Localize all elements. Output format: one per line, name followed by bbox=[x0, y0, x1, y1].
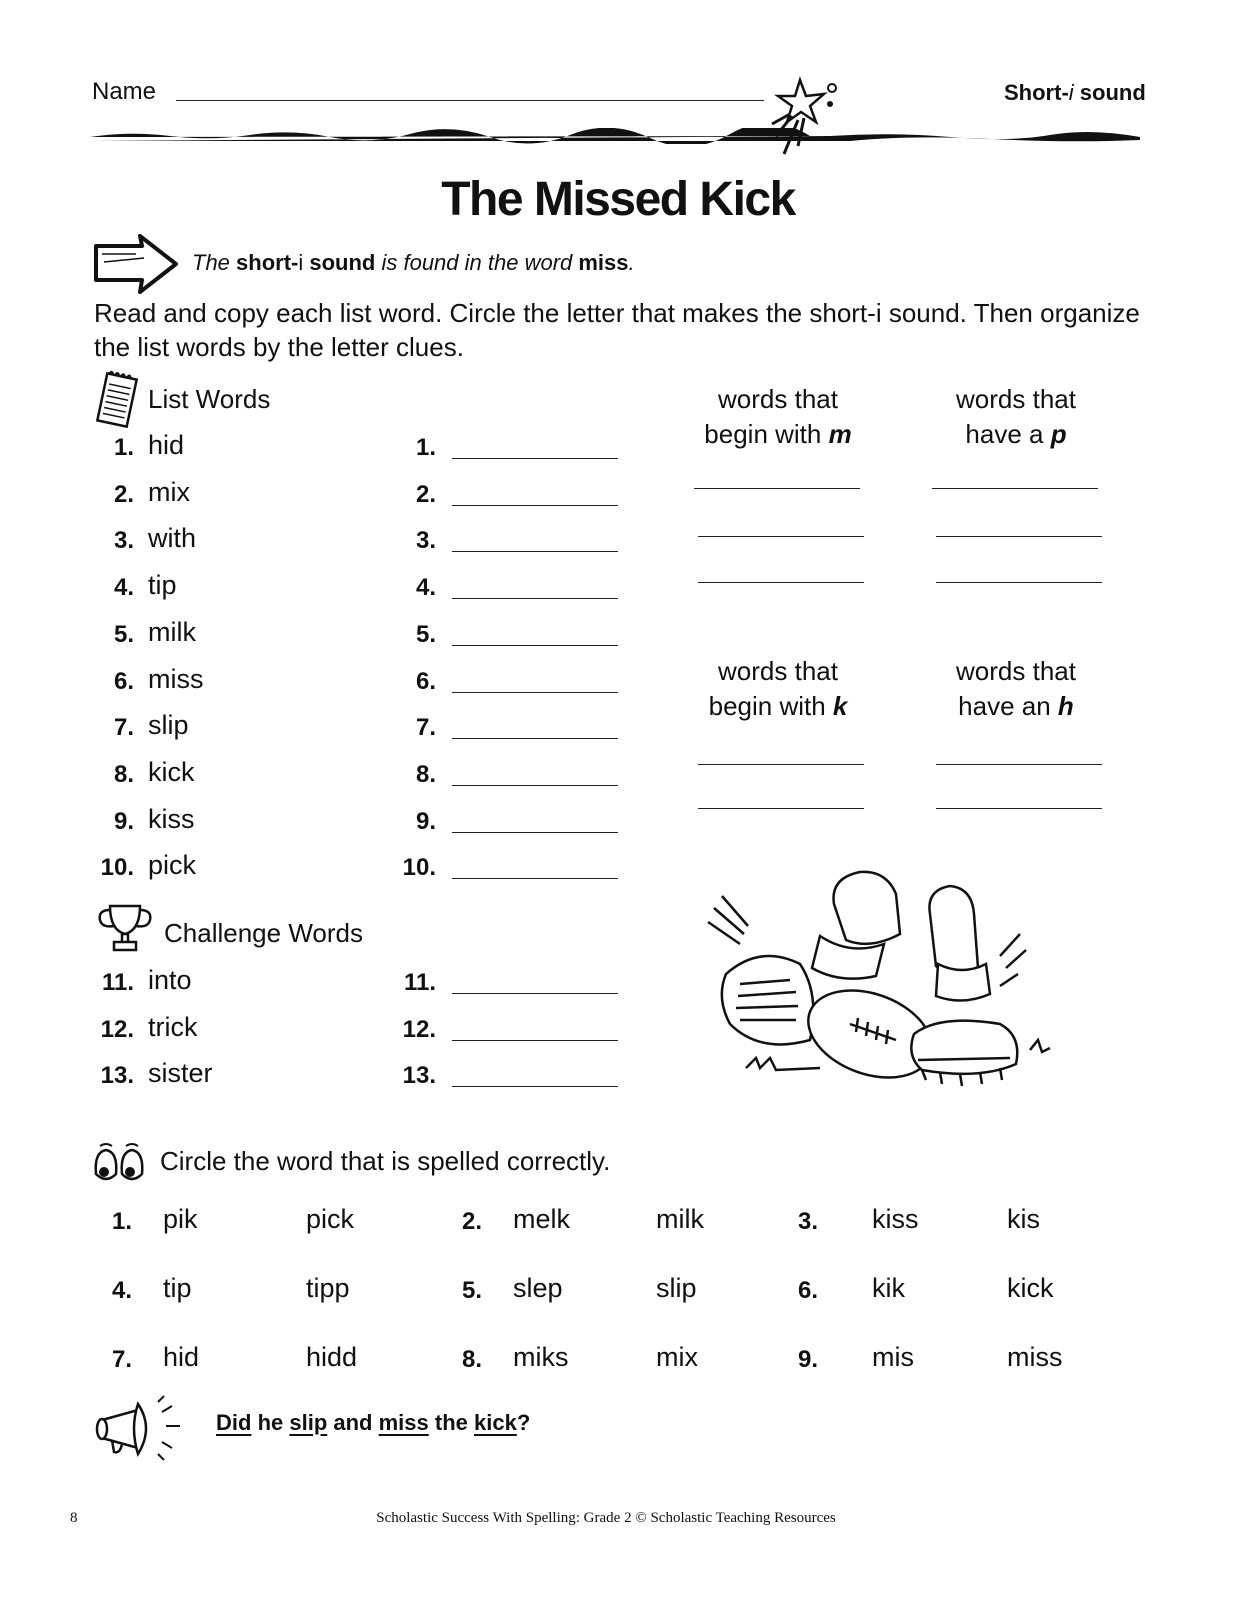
list-word: trick bbox=[148, 1011, 198, 1042]
spelling-choice-a[interactable]: slep bbox=[513, 1273, 563, 1303]
sort-blank-m-2[interactable] bbox=[698, 536, 864, 537]
sort-blank-k-2[interactable] bbox=[698, 808, 864, 809]
spelling-choice-b[interactable]: tipp bbox=[306, 1273, 350, 1303]
copy-blank-line[interactable] bbox=[452, 458, 618, 459]
copy-number: 7. bbox=[415, 714, 436, 742]
sort-heading-m: words that begin with m bbox=[704, 384, 852, 449]
copy-blank-line[interactable] bbox=[452, 738, 618, 739]
spelling-choice-a[interactable]: tip bbox=[163, 1273, 192, 1303]
name-input-line[interactable] bbox=[176, 100, 764, 101]
spelling-item-number: 8. bbox=[461, 1346, 482, 1373]
copy-blank-line[interactable] bbox=[452, 993, 618, 994]
copy-blank-line[interactable] bbox=[452, 598, 618, 599]
copy-number: 12. bbox=[402, 1015, 436, 1043]
spelling-choice-a[interactable]: kik bbox=[872, 1273, 905, 1303]
copy-blank-line[interactable] bbox=[452, 1086, 618, 1087]
word-number: 10. bbox=[100, 854, 134, 882]
word-row bbox=[0, 1010, 640, 1050]
copy-number: 1. bbox=[415, 434, 436, 461]
page-number: 8 bbox=[70, 1510, 78, 1526]
copy-blank-line[interactable] bbox=[452, 505, 618, 506]
trophy-icon bbox=[94, 900, 156, 956]
copy-blank-line[interactable] bbox=[452, 832, 618, 833]
copy-number: 9. bbox=[415, 807, 436, 835]
spelling-choice-b[interactable]: kick bbox=[1007, 1273, 1054, 1303]
challenge-words-heading: Challenge Words bbox=[164, 918, 363, 948]
list-words-heading: List Words bbox=[148, 384, 271, 414]
spelling-choice-b[interactable]: mix bbox=[656, 1342, 698, 1372]
kick-illustration bbox=[700, 864, 1070, 1096]
spelling-choice-a[interactable]: kiss bbox=[872, 1204, 919, 1234]
copy-number: 5. bbox=[415, 620, 436, 648]
page-title: The Missed Kick bbox=[441, 173, 795, 226]
list-word: slip bbox=[148, 710, 189, 741]
sort-blank-h-2[interactable] bbox=[936, 808, 1102, 809]
list-word: with bbox=[148, 523, 197, 554]
word-row bbox=[0, 568, 640, 608]
spelling-item-number: 4. bbox=[111, 1277, 132, 1304]
copy-blank-line[interactable] bbox=[452, 1040, 618, 1041]
copy-number: 11. bbox=[403, 969, 436, 996]
spelling-choice-a[interactable]: melk bbox=[513, 1204, 571, 1234]
word-row bbox=[0, 615, 640, 655]
copy-number: 13. bbox=[402, 1062, 436, 1090]
word-number: 1. bbox=[113, 434, 134, 461]
word-number: 12. bbox=[100, 1015, 134, 1043]
arrow-icon bbox=[92, 234, 178, 298]
circle-instruction: Circle the word that is spelled correctly. bbox=[160, 1146, 611, 1176]
copy-number: 10. bbox=[402, 854, 436, 882]
spelling-choice-b[interactable]: hidd bbox=[306, 1342, 358, 1372]
word-row bbox=[0, 475, 640, 515]
copy-number: 2. bbox=[415, 480, 436, 508]
eyes-icon bbox=[92, 1140, 148, 1190]
word-number: 13. bbox=[100, 1062, 134, 1090]
spelling-item-number: 3. bbox=[797, 1208, 818, 1235]
spelling-choice-a[interactable]: mis bbox=[872, 1342, 914, 1372]
word-number: 2. bbox=[113, 480, 134, 508]
word-number: 3. bbox=[113, 527, 134, 555]
copy-blank-line[interactable] bbox=[452, 692, 618, 693]
copy-number: 6. bbox=[415, 667, 436, 695]
word-row bbox=[0, 755, 640, 795]
copy-blank-line[interactable] bbox=[452, 645, 618, 646]
notepad-icon bbox=[92, 370, 142, 430]
sort-blank-p-2[interactable] bbox=[936, 536, 1102, 537]
list-word: kiss bbox=[148, 803, 195, 834]
sort-blank-k-1[interactable] bbox=[698, 764, 864, 765]
sort-blank-p-1[interactable] bbox=[932, 488, 1098, 489]
spelling-item-number: 7. bbox=[111, 1346, 132, 1373]
sort-heading-h: words that have an h bbox=[956, 656, 1076, 721]
copy-number: 8. bbox=[415, 760, 436, 788]
word-row bbox=[0, 662, 640, 702]
word-number: 8. bbox=[113, 760, 134, 788]
spelling-item-number: 1. bbox=[111, 1208, 132, 1235]
word-number: 11. bbox=[101, 969, 134, 996]
sort-blank-p-3[interactable] bbox=[936, 582, 1102, 583]
footer-credit: Scholastic Success With Spelling: Grade 2 © Scholastic Teaching Resources bbox=[376, 1510, 836, 1526]
spelling-item-number: 6. bbox=[797, 1277, 818, 1304]
spelling-item-number: 9. bbox=[797, 1346, 818, 1373]
sort-heading-k: words that begin with k bbox=[708, 656, 848, 721]
spelling-item-number: 2. bbox=[461, 1208, 482, 1235]
sort-blank-m-1[interactable] bbox=[694, 488, 860, 489]
list-word: hid bbox=[148, 430, 185, 460]
spelling-choice-a[interactable]: miks bbox=[513, 1342, 569, 1372]
copy-blank-line[interactable] bbox=[452, 785, 618, 786]
topic-label: Short-i sound bbox=[1004, 80, 1146, 105]
word-row bbox=[0, 428, 640, 468]
word-row bbox=[0, 708, 640, 748]
word-row bbox=[0, 963, 640, 1003]
sort-blank-m-3[interactable] bbox=[698, 582, 864, 583]
list-word: mix bbox=[148, 476, 190, 507]
spelling-choice-b[interactable]: slip bbox=[656, 1273, 697, 1303]
spelling-choice-b[interactable]: miss bbox=[1007, 1342, 1063, 1372]
megaphone-icon bbox=[92, 1390, 192, 1466]
list-word: milk bbox=[148, 616, 196, 647]
sort-blank-h-1[interactable] bbox=[936, 764, 1102, 765]
word-number: 4. bbox=[113, 574, 134, 602]
spelling-item-number: 5. bbox=[461, 1277, 482, 1304]
brush-divider bbox=[90, 128, 1140, 144]
word-number: 9. bbox=[113, 807, 134, 835]
list-word: sister bbox=[148, 1058, 213, 1089]
word-number: 7. bbox=[113, 714, 134, 742]
spelling-choice-a[interactable]: pik bbox=[163, 1204, 198, 1234]
spelling-choice-a[interactable]: hid bbox=[163, 1342, 200, 1372]
shooting-star-icon bbox=[770, 74, 850, 160]
word-row bbox=[0, 802, 640, 842]
word-number: 6. bbox=[113, 667, 134, 695]
copy-blank-line[interactable] bbox=[452, 551, 618, 552]
practice-sentence: Did he slip and miss the kick? bbox=[216, 1410, 531, 1435]
list-word: into bbox=[148, 965, 192, 995]
word-row bbox=[0, 848, 640, 888]
sort-heading-p: words that have a p bbox=[956, 384, 1076, 449]
copy-blank-line[interactable] bbox=[452, 878, 618, 879]
list-word: tip bbox=[148, 570, 177, 601]
list-word: miss bbox=[148, 663, 204, 694]
name-label: Name bbox=[92, 78, 157, 105]
copy-number: 3. bbox=[415, 527, 436, 555]
copy-number: 4. bbox=[415, 574, 436, 602]
spelling-choice-b[interactable]: kis bbox=[1007, 1204, 1040, 1234]
instructions: Read and copy each list word. Circle the letter that makes the short-i sound. Then organize the list words by the letter clues. bbox=[94, 298, 1140, 362]
spelling-choice-b[interactable]: pick bbox=[306, 1204, 355, 1234]
list-word: pick bbox=[148, 850, 197, 881]
list-word: kick bbox=[148, 756, 195, 787]
word-row bbox=[0, 521, 640, 561]
word-number: 5. bbox=[113, 620, 134, 648]
tip-text: The short-i sound is found in the word miss. bbox=[192, 250, 635, 275]
word-row bbox=[0, 1056, 640, 1096]
spelling-choice-b[interactable]: milk bbox=[656, 1204, 704, 1234]
